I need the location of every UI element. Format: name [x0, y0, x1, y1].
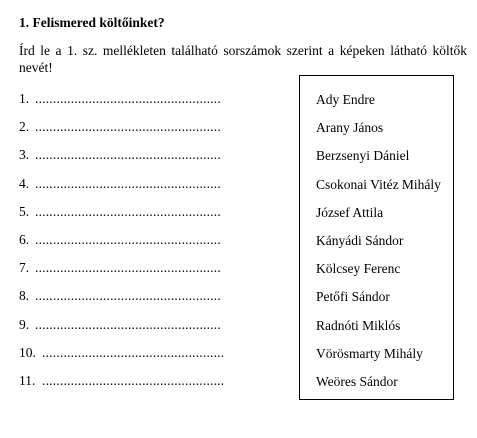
- poet-name: Arany János: [316, 120, 384, 136]
- poet-name: Csokonai Vitéz Mihály: [316, 176, 441, 192]
- answer-dotted-line[interactable]: ....................................................: [35, 175, 221, 191]
- poet-name-list: [316, 92, 441, 402]
- task-title: 1. Felismered költőinket?: [19, 15, 165, 30]
- answer-dotted-line[interactable]: ....................................................: [35, 203, 221, 219]
- answer-dotted-line[interactable]: ...................................................: [42, 372, 225, 388]
- answer-number: 9.: [19, 316, 30, 332]
- answer-blank-row[interactable]: [19, 288, 224, 316]
- answer-dotted-line[interactable]: ....................................................: [35, 316, 221, 332]
- answer-number: 3.: [19, 147, 30, 163]
- poet-name: Weöres Sándor: [316, 373, 398, 389]
- answer-blank-row[interactable]: [19, 91, 224, 119]
- answer-number: 8.: [19, 288, 30, 304]
- answer-dotted-line[interactable]: ....................................................: [35, 119, 221, 135]
- answer-blank-row[interactable]: [19, 232, 224, 260]
- answer-number: 7.: [19, 260, 30, 276]
- task-instruction: Írd le a 1. sz. mellékleten található sorszámok szerint a képeken látható költők nevét!: [19, 43, 467, 75]
- answer-blank-list: [19, 91, 224, 401]
- answer-number: 2.: [19, 119, 30, 135]
- answer-number: 5.: [19, 203, 30, 219]
- answer-number: 10.: [19, 344, 36, 360]
- answer-blank-row[interactable]: [19, 204, 224, 232]
- poet-name: József Attila: [316, 204, 384, 220]
- answer-dotted-line[interactable]: ....................................................: [35, 231, 221, 247]
- poet-name: Petőfi Sándor: [316, 289, 390, 305]
- answer-number: 4.: [19, 175, 30, 191]
- poet-name: Ady Endre: [316, 92, 375, 107]
- answer-dotted-line[interactable]: ....................................................: [35, 147, 221, 163]
- answer-number: 1.: [19, 91, 30, 106]
- answer-number: 6.: [19, 231, 30, 247]
- poet-name: Radnóti Miklós: [316, 317, 401, 333]
- answer-dotted-line[interactable]: ...................................................: [42, 344, 225, 360]
- answer-blank-row[interactable]: [19, 317, 224, 345]
- answer-dotted-line[interactable]: ....................................................: [35, 91, 221, 106]
- answer-blank-row[interactable]: [19, 119, 224, 147]
- poet-name: Vörösmarty Mihály: [316, 345, 423, 361]
- answer-blank-row[interactable]: [19, 260, 224, 288]
- answer-number: 11.: [19, 372, 36, 388]
- answer-blank-row[interactable]: [19, 373, 224, 401]
- answer-dotted-line[interactable]: ....................................................: [35, 288, 221, 304]
- poet-name: Berzsenyi Dániel: [316, 148, 410, 164]
- answer-dotted-line[interactable]: ....................................................: [35, 260, 221, 276]
- answer-blank-row[interactable]: [19, 345, 224, 373]
- answer-blank-row[interactable]: [19, 176, 224, 204]
- poet-name: Kányádi Sándor: [316, 232, 404, 248]
- answer-blank-row[interactable]: [19, 147, 224, 175]
- poet-name-box: [299, 75, 454, 400]
- poet-name: Kölcsey Ferenc: [316, 261, 401, 277]
